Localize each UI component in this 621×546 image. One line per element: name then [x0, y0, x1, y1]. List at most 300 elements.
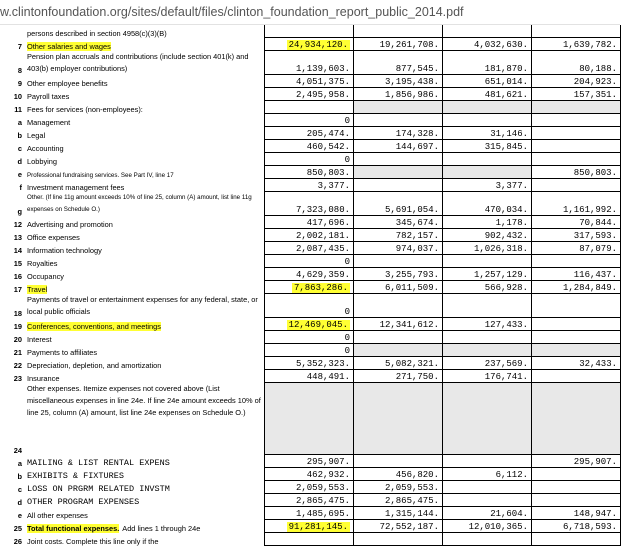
- description-text: Total functional expenses.: [27, 523, 120, 533]
- amount-cell: [354, 140, 443, 153]
- pdf-document: [0, 25, 620, 546]
- line-number: b: [17, 471, 22, 481]
- amount-cell: [265, 153, 354, 166]
- amount-cell: [532, 229, 621, 242]
- description-text: Other salaries and wages: [27, 41, 111, 51]
- table-row: [0, 179, 621, 192]
- amount-cell: [532, 520, 621, 533]
- amount-value: 295,907.: [306, 457, 350, 467]
- table-row: [0, 140, 621, 153]
- amount-value: 3,195,438.: [384, 77, 439, 87]
- line-number: 10: [13, 91, 22, 101]
- amount-cell: [265, 179, 354, 192]
- amount-value: 5,691,054.: [384, 205, 439, 215]
- line-number: a: [17, 117, 22, 127]
- amount-cell: [532, 494, 621, 507]
- line-number: 25: [13, 523, 22, 533]
- amount-value: 651,014.: [484, 77, 528, 87]
- amount-value: 481,621.: [484, 90, 528, 100]
- table-row: [0, 242, 621, 255]
- table-row: [0, 153, 621, 166]
- amount-cell: [354, 242, 443, 255]
- amount-cell: [265, 75, 354, 88]
- line-description: [26, 127, 265, 140]
- description-text: Office expenses: [27, 232, 80, 242]
- table-row: [0, 331, 621, 344]
- description-text: Payroll taxes: [27, 91, 70, 101]
- amount-value: 1,639,782.: [562, 40, 617, 50]
- line-description: [26, 294, 265, 318]
- table-row: [0, 51, 621, 75]
- amount-value: 31,146.: [490, 129, 528, 139]
- table-row: [0, 25, 621, 38]
- amount-value: 3,377.: [317, 181, 350, 191]
- table-row: [0, 533, 621, 546]
- description-text: Occupancy: [27, 271, 64, 281]
- amount-value: 2,059,553.: [384, 483, 439, 493]
- line-number: 12: [13, 219, 22, 229]
- amount-cell: [265, 507, 354, 520]
- amount-cell: [443, 229, 532, 242]
- amount-value: 345,674.: [395, 218, 439, 228]
- amount-value: 12,010,365.: [468, 522, 528, 532]
- description-text: Other. (If line 11g amount exceeds 10% of line 25, column (A) amount, list line 11g expenses on Schedule O.): [27, 193, 252, 213]
- table-row: [0, 216, 621, 229]
- amount-value: 2,087,435.: [295, 244, 350, 254]
- line-description: [26, 494, 265, 507]
- amount-cell: [443, 192, 532, 216]
- line-number: 16: [13, 271, 22, 281]
- amount-cell: [443, 127, 532, 140]
- table-row: [0, 268, 621, 281]
- amount-cell: [354, 268, 443, 281]
- amount-cell: [265, 294, 354, 318]
- amount-cell: [532, 281, 621, 294]
- amount-cell: [532, 383, 621, 455]
- amount-cell: [443, 370, 532, 383]
- description-text: Lobbying: [27, 156, 57, 166]
- amount-value: 6,718,593.: [562, 522, 617, 532]
- amount-cell: [265, 114, 354, 127]
- amount-cell: [354, 533, 443, 546]
- amount-value: 12,469,045.: [288, 320, 348, 330]
- line-description: [26, 383, 265, 455]
- amount-cell: [443, 140, 532, 153]
- description-text: LOSS ON PRGRM RELATED INVSTM: [27, 483, 170, 494]
- amount-cell: [532, 216, 621, 229]
- amount-cell: [354, 114, 443, 127]
- amount-cell: [532, 88, 621, 101]
- line-description: [26, 51, 265, 75]
- amount-cell: [265, 216, 354, 229]
- amount-cell: [443, 38, 532, 51]
- table-row: [0, 507, 621, 520]
- amount-value: 0: [344, 346, 350, 356]
- amount-value: 32,433.: [579, 359, 617, 369]
- expense-table: [0, 25, 621, 546]
- amount-cell: [443, 268, 532, 281]
- table-row: [0, 370, 621, 383]
- amount-cell: [443, 331, 532, 344]
- line-description: [26, 153, 265, 166]
- amount-value: 205,474.: [306, 129, 350, 139]
- table-row: [0, 383, 621, 455]
- amount-cell: [443, 281, 532, 294]
- table-row: [0, 255, 621, 268]
- description-text: Pension plan accruals and contributions (include section 401(k) and 403(b) employer contributions): [27, 51, 249, 73]
- amount-value: 7,323,080.: [295, 205, 350, 215]
- line-description: [26, 229, 265, 242]
- line-description: [26, 179, 265, 192]
- line-number: e: [17, 510, 22, 520]
- amount-cell: [354, 344, 443, 357]
- amount-value: 237,569.: [484, 359, 528, 369]
- line-description: [26, 166, 265, 179]
- amount-cell: [354, 494, 443, 507]
- line-number: 14: [13, 245, 22, 255]
- line-description: [26, 468, 265, 481]
- amount-cell: [354, 153, 443, 166]
- amount-value: 1,257,129.: [473, 270, 528, 280]
- amount-cell: [443, 216, 532, 229]
- amount-cell: [354, 370, 443, 383]
- line-number: 13: [13, 232, 22, 242]
- amount-value: 204,923.: [573, 77, 617, 87]
- description-text: Management: [27, 117, 71, 127]
- amount-cell: [265, 38, 354, 51]
- amount-cell: [265, 101, 354, 114]
- description-text: Insurance: [27, 373, 60, 383]
- description-text: Payments to affiliates: [27, 347, 98, 357]
- table-row: [0, 481, 621, 494]
- description-text: Advertising and promotion: [27, 219, 113, 229]
- description-text: persons described in section 4958(c)(3)(B): [27, 28, 167, 38]
- line-description: [26, 101, 265, 114]
- amount-cell: [443, 383, 532, 455]
- amount-cell: [532, 268, 621, 281]
- address-bar[interactable]: [0, 0, 620, 25]
- amount-value: 0: [344, 155, 350, 165]
- amount-cell: [532, 114, 621, 127]
- amount-value: 0: [344, 333, 350, 343]
- amount-value: 148,947.: [573, 509, 617, 519]
- amount-value: 3,255,793.: [384, 270, 439, 280]
- amount-cell: [443, 520, 532, 533]
- amount-cell: [354, 229, 443, 242]
- amount-cell: [532, 101, 621, 114]
- amount-value: 462,932.: [306, 470, 350, 480]
- amount-cell: [532, 140, 621, 153]
- table-row: [0, 294, 621, 318]
- description-text: Other employee benefits: [27, 78, 108, 88]
- amount-cell: [265, 481, 354, 494]
- line-number: d: [17, 156, 22, 166]
- amount-value: 19,261,708.: [379, 40, 439, 50]
- amount-cell: [265, 25, 354, 38]
- table-row: [0, 494, 621, 507]
- amount-cell: [532, 481, 621, 494]
- amount-value: 144,697.: [395, 142, 439, 152]
- amount-cell: [443, 25, 532, 38]
- amount-cell: [532, 533, 621, 546]
- amount-cell: [354, 192, 443, 216]
- amount-value: 271,750.: [395, 372, 439, 382]
- amount-cell: [443, 533, 532, 546]
- table-row: [0, 468, 621, 481]
- amount-value: 417,696.: [306, 218, 350, 228]
- amount-value: 7,863,286.: [293, 283, 348, 293]
- amount-cell: [354, 255, 443, 268]
- description-text: Other expenses. Itemize expenses not covered above (List miscellaneous expenses in line 24e. If line 24e amount exceeds 10% of line 25, column (A) amount, list line 24e expenses on Schedule O.): [27, 383, 261, 417]
- description-text: Conferences, conventions, and meetings: [27, 321, 161, 331]
- line-description: [26, 344, 265, 357]
- amount-value: 4,051,375.: [295, 77, 350, 87]
- amount-value: 91,281,145.: [288, 522, 348, 532]
- amount-cell: [265, 229, 354, 242]
- amount-value: 24,934,120.: [288, 40, 348, 50]
- amount-cell: [532, 344, 621, 357]
- amount-cell: [265, 255, 354, 268]
- amount-cell: [354, 455, 443, 468]
- amount-cell: [265, 192, 354, 216]
- line-description: [26, 38, 265, 51]
- amount-cell: [265, 344, 354, 357]
- line-number: 18: [13, 308, 22, 318]
- amount-value: 5,082,321.: [384, 359, 439, 369]
- line-number: 24: [13, 445, 22, 455]
- amount-value: 902,432.: [484, 231, 528, 241]
- amount-cell: [265, 127, 354, 140]
- line-description: [26, 318, 265, 331]
- line-number: 17: [13, 284, 22, 294]
- amount-value: 456,820.: [395, 470, 439, 480]
- amount-cell: [265, 166, 354, 179]
- description-text: Interest: [27, 334, 52, 344]
- amount-value: 70,844.: [579, 218, 617, 228]
- amount-value: 2,495,958.: [295, 90, 350, 100]
- line-description: [26, 455, 265, 468]
- amount-cell: [354, 25, 443, 38]
- amount-value: 12,341,612.: [379, 320, 439, 330]
- line-description: [26, 520, 265, 533]
- amount-cell: [443, 455, 532, 468]
- amount-cell: [532, 166, 621, 179]
- amount-cell: [265, 370, 354, 383]
- amount-value: 1,178.: [495, 218, 528, 228]
- table-row: [0, 344, 621, 357]
- amount-cell: [532, 331, 621, 344]
- line-number: 23: [13, 373, 22, 383]
- amount-value: 2,865,475.: [384, 496, 439, 506]
- amount-cell: [265, 268, 354, 281]
- amount-value: 4,032,630.: [473, 40, 528, 50]
- amount-cell: [443, 344, 532, 357]
- amount-cell: [354, 331, 443, 344]
- url-text: w.clintonfoundation.org/sites/default/files/clinton_foundation_report_public_2014.pdf: [0, 5, 464, 19]
- line-number: 15: [13, 258, 22, 268]
- amount-cell: [532, 153, 621, 166]
- amount-cell: [443, 75, 532, 88]
- description-note: Add lines 1 through 24e: [122, 523, 201, 533]
- line-description: [26, 281, 265, 294]
- amount-cell: [265, 140, 354, 153]
- line-number: 7: [17, 41, 22, 51]
- amount-cell: [443, 166, 532, 179]
- amount-cell: [265, 383, 354, 455]
- line-description: [26, 140, 265, 153]
- description-text: Information technology: [27, 245, 102, 255]
- amount-value: 116,437.: [573, 270, 617, 280]
- table-row: [0, 127, 621, 140]
- amount-cell: [354, 75, 443, 88]
- amount-value: 317,593.: [573, 231, 617, 241]
- line-number: 20: [13, 334, 22, 344]
- line-number: a: [17, 458, 22, 468]
- amount-cell: [443, 179, 532, 192]
- amount-value: 1,485,695.: [295, 509, 350, 519]
- amount-value: 80,188.: [579, 64, 617, 74]
- amount-value: 174,328.: [395, 129, 439, 139]
- line-description: [26, 268, 265, 281]
- line-description: [26, 507, 265, 520]
- line-number: f: [19, 182, 22, 192]
- amount-cell: [532, 294, 621, 318]
- amount-value: 782,157.: [395, 231, 439, 241]
- amount-cell: [443, 318, 532, 331]
- amount-cell: [354, 38, 443, 51]
- line-number: 19: [13, 321, 22, 331]
- amount-cell: [354, 179, 443, 192]
- table-row: [0, 357, 621, 370]
- table-row: [0, 192, 621, 216]
- table-row: [0, 229, 621, 242]
- amount-cell: [265, 520, 354, 533]
- amount-cell: [354, 101, 443, 114]
- amount-cell: [354, 127, 443, 140]
- amount-cell: [443, 494, 532, 507]
- amount-cell: [354, 51, 443, 75]
- amount-value: 315,845.: [484, 142, 528, 152]
- amount-cell: [532, 192, 621, 216]
- amount-value: 1,026,318.: [473, 244, 528, 254]
- table-row: [0, 114, 621, 127]
- amount-cell: [532, 127, 621, 140]
- line-number: g: [17, 206, 22, 216]
- amount-value: 1,315,144.: [384, 509, 439, 519]
- amount-value: 295,907.: [573, 457, 617, 467]
- amount-cell: [265, 281, 354, 294]
- amount-cell: [532, 255, 621, 268]
- amount-cell: [443, 468, 532, 481]
- description-text: Depreciation, depletion, and amortization: [27, 360, 162, 370]
- table-row: [0, 38, 621, 51]
- line-number: c: [17, 484, 22, 494]
- line-description: [26, 114, 265, 127]
- amount-value: 460,542.: [306, 142, 350, 152]
- amount-value: 2,002,181.: [295, 231, 350, 241]
- amount-cell: [532, 370, 621, 383]
- amount-cell: [443, 507, 532, 520]
- amount-cell: [443, 255, 532, 268]
- line-number: c: [17, 143, 22, 153]
- amount-cell: [354, 216, 443, 229]
- amount-value: 974,037.: [395, 244, 439, 254]
- amount-cell: [265, 51, 354, 75]
- amount-cell: [354, 166, 443, 179]
- amount-value: 87,079.: [579, 244, 617, 254]
- description-text: Royalties: [27, 258, 58, 268]
- amount-value: 470,034.: [484, 205, 528, 215]
- table-row: [0, 455, 621, 468]
- amount-cell: [532, 179, 621, 192]
- line-number: 9: [17, 78, 22, 88]
- amount-cell: [354, 520, 443, 533]
- line-number: 8: [17, 65, 22, 75]
- amount-cell: [265, 494, 354, 507]
- amount-cell: [265, 533, 354, 546]
- table-row: [0, 88, 621, 101]
- description-text: Payments of travel or entertainment expenses for any federal, state, or local public officials: [27, 294, 258, 316]
- line-description: [26, 481, 265, 494]
- amount-value: 157,351.: [573, 90, 617, 100]
- amount-cell: [265, 331, 354, 344]
- line-description: [26, 255, 265, 268]
- table-row: [0, 520, 621, 533]
- table-row: [0, 101, 621, 114]
- line-number: b: [17, 130, 22, 140]
- amount-value: 877,545.: [395, 64, 439, 74]
- amount-cell: [354, 357, 443, 370]
- amount-cell: [354, 383, 443, 455]
- amount-value: 1,139,603.: [295, 64, 350, 74]
- amount-cell: [532, 455, 621, 468]
- amount-cell: [532, 75, 621, 88]
- amount-cell: [443, 242, 532, 255]
- description-text: Investment management fees: [27, 182, 125, 192]
- amount-cell: [354, 507, 443, 520]
- amount-cell: [532, 507, 621, 520]
- line-number: e: [17, 169, 22, 179]
- line-number: 21: [13, 347, 22, 357]
- line-description: [26, 75, 265, 88]
- amount-cell: [265, 242, 354, 255]
- amount-value: 850,803.: [306, 168, 350, 178]
- amount-value: 448,491.: [306, 372, 350, 382]
- line-number: [0, 25, 26, 38]
- amount-value: 21,604.: [490, 509, 528, 519]
- amount-cell: [443, 101, 532, 114]
- line-description: [26, 242, 265, 255]
- amount-cell: [443, 88, 532, 101]
- table-row: [0, 318, 621, 331]
- amount-value: 176,741.: [484, 372, 528, 382]
- amount-cell: [354, 481, 443, 494]
- amount-value: 0: [344, 307, 350, 317]
- amount-cell: [354, 281, 443, 294]
- line-description: [26, 216, 265, 229]
- amount-cell: [443, 114, 532, 127]
- amount-cell: [532, 25, 621, 38]
- amount-value: 4,629,359.: [295, 270, 350, 280]
- amount-cell: [265, 88, 354, 101]
- amount-cell: [265, 318, 354, 331]
- amount-value: 1,856,986.: [384, 90, 439, 100]
- amount-cell: [443, 294, 532, 318]
- amount-cell: [532, 242, 621, 255]
- line-number: 22: [13, 360, 22, 370]
- line-number: 11: [14, 104, 22, 114]
- amount-value: 127,433.: [484, 320, 528, 330]
